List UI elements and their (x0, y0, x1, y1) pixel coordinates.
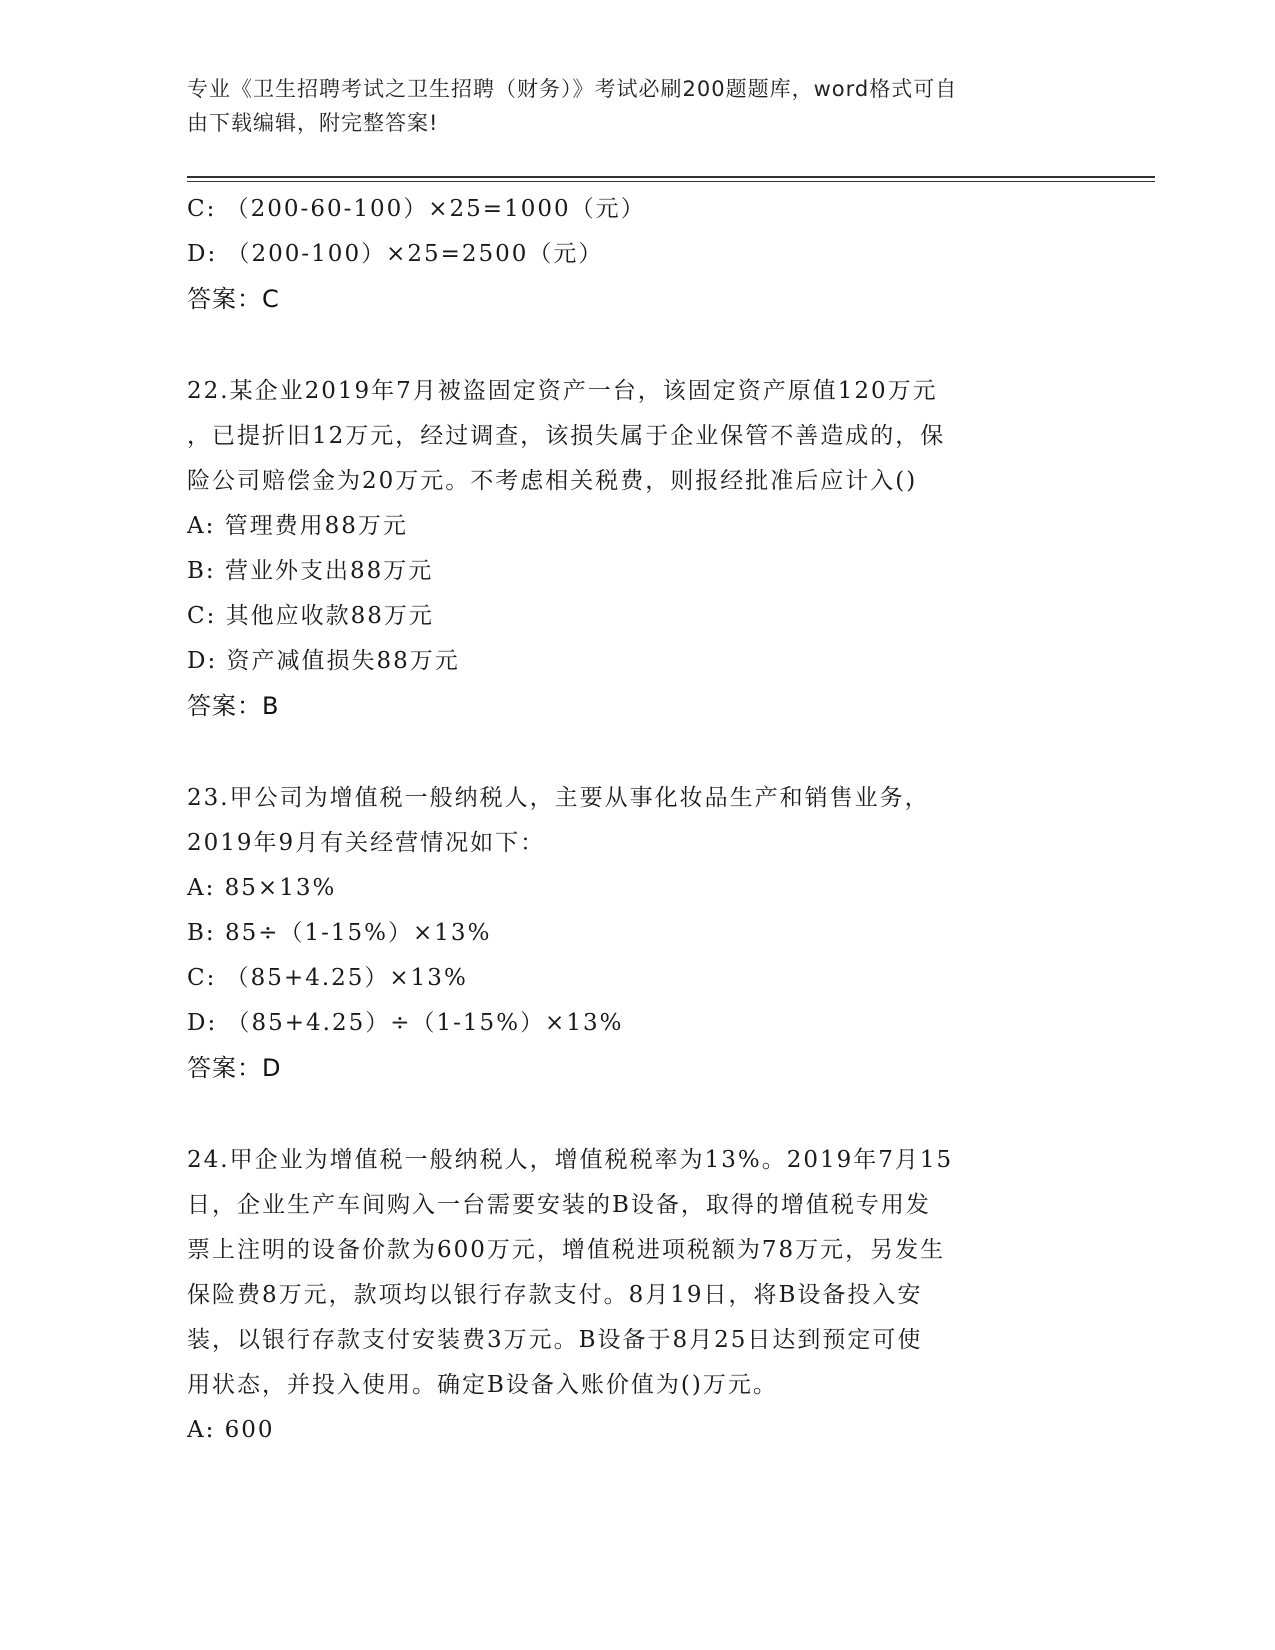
answer-line: 答案：B (187, 692, 280, 720)
question-stem-line: 22.某企业2019年7月被盗固定资产一台，该固定资产原值120万元 (187, 378, 938, 404)
option-c: C: （200-60-100）×25=1000（元） (187, 196, 646, 222)
question-stem-line: 2019年9月有关经营情况如下： (187, 830, 546, 856)
option-c: C: 其他应收款88万元 (187, 603, 434, 629)
question-stem-line: 保险费8万元，款项均以银行存款支付。8月19日，将B设备投入安 (187, 1282, 923, 1308)
question-stem-line: 用状态，并投入使用。确定B设备入账价值为()万元。 (187, 1372, 778, 1398)
question-stem-line: 日，企业生产车间购入一台需要安装的B设备，取得的增值税专用发 (187, 1192, 931, 1218)
answer-line: 答案：C (187, 285, 280, 313)
question-stem-line: ，已提折旧12万元，经过调查，该损失属于企业保管不善造成的，保 (187, 423, 946, 449)
header-divider-thin (187, 181, 1155, 182)
spacer (187, 729, 1087, 776)
spacer (187, 1091, 1087, 1138)
question-24 (187, 1138, 1087, 1453)
header-title-line-2: 由下载编辑，附完整答案! (187, 111, 439, 135)
header-divider-thick (187, 176, 1155, 178)
question-stem-line: 票上注明的设备价款为600万元，增值税进项税额为78万元，另发生 (187, 1237, 946, 1263)
answer-line: 答案：D (187, 1054, 282, 1082)
question-23 (187, 776, 1087, 1091)
option-d: D: 资产减值损失88万元 (187, 648, 460, 674)
document-body (187, 187, 1087, 1453)
document-header (187, 72, 1067, 140)
option-d: D: （85+4.25）÷（1-15%）×13% (187, 1010, 624, 1036)
option-a: A: 85×13% (187, 875, 337, 901)
option-b: B: 85÷（1-15%）×13% (187, 920, 492, 946)
question-stem-line: 险公司赔偿金为20万元。不考虑相关税费，则报经批准后应计入() (187, 468, 918, 494)
option-b: B: 营业外支出88万元 (187, 558, 434, 584)
question-stem-line: 23.甲公司为增值税一般纳税人，主要从事化妆品生产和销售业务， (187, 785, 930, 811)
option-a: A: 管理费用88万元 (187, 513, 408, 539)
option-d: D: （200-100）×25=2500（元） (187, 241, 604, 267)
option-a: A: 600 (187, 1417, 275, 1443)
question-stem-line: 装，以银行存款支付安装费3万元。B设备于8月25日达到预定可使 (187, 1327, 923, 1353)
option-c: C: （85+4.25）×13% (187, 965, 468, 991)
header-title-line-1: 专业《卫生招聘考试之卫生招聘（财务）》考试必刷200题题库，word格式可自 (187, 77, 958, 101)
question-22 (187, 369, 1087, 729)
question-stem-line: 24.甲企业为增值税一般纳税人，增值税税率为13%。2019年7月15 (187, 1147, 954, 1173)
question-21-tail (187, 187, 1087, 322)
spacer (187, 322, 1087, 369)
